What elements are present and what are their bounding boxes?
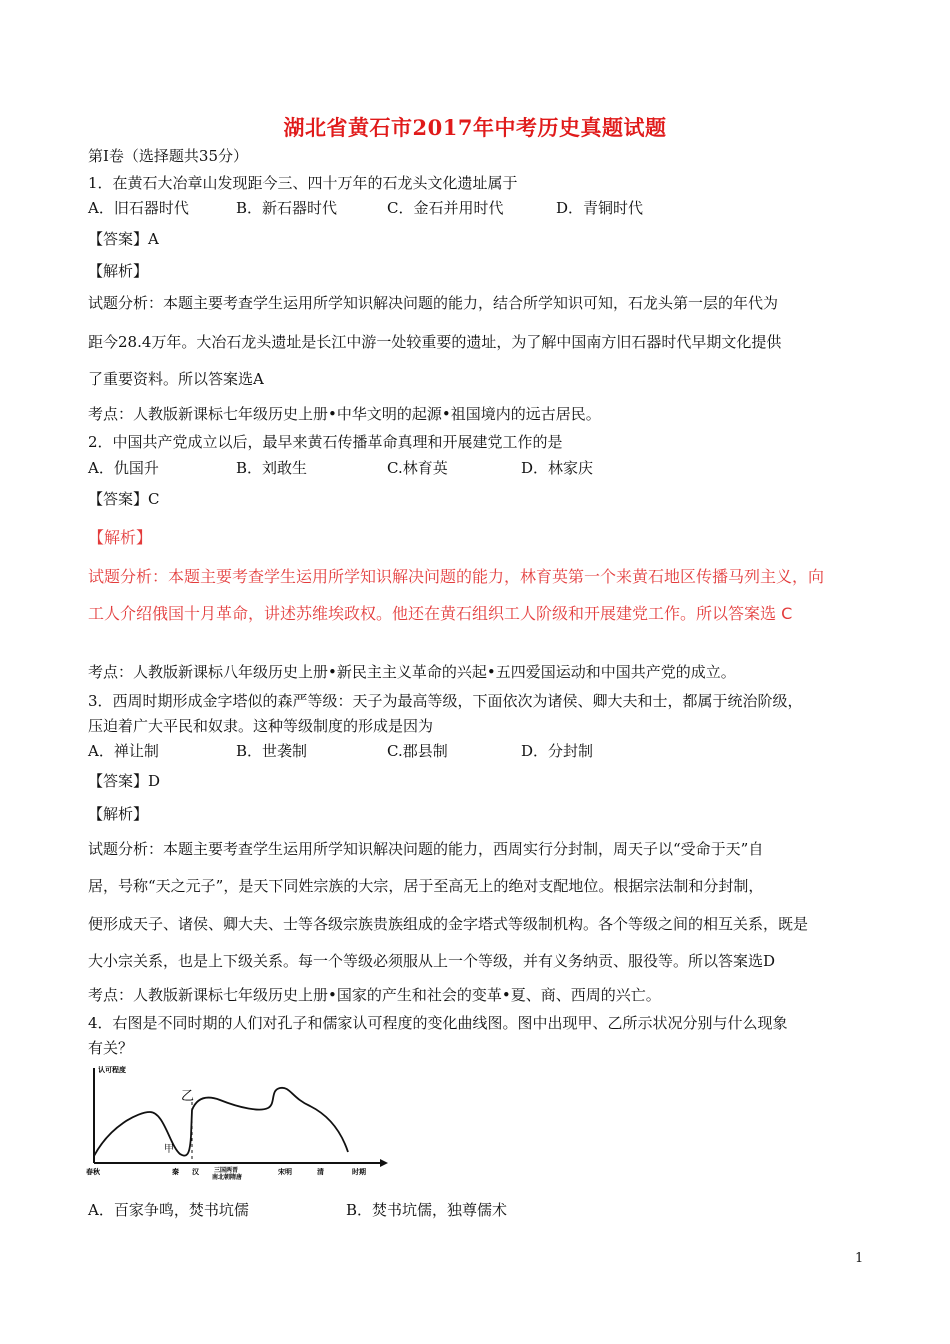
q1-option-a: A．旧石器时代 [88, 199, 189, 217]
q3-analysis-line: 大小宗关系，也是上下级关系。每一个等级必须服从上一个等级，并有义务纳贡、服役等。所以答案选D [88, 952, 776, 970]
q2-analysis-line: 工人介绍俄国十月革命，讲述苏维埃政权。他还在黄石组织工人阶级和开展建党工作。所以答案选 C [88, 604, 793, 623]
annotation-jia: 甲 [164, 1144, 174, 1155]
q3-option-b: B．世袭制 [236, 742, 308, 760]
q3-option-a: A．禅让制 [88, 742, 159, 760]
tick-label: 秦 [172, 1168, 179, 1176]
q3-stem-line: 压迫着广大平民和奴隶。这种等级制度的形成是因为 [88, 717, 434, 735]
q2-option-a: A．仇国升 [88, 459, 159, 477]
q2-option-b: B．刘敢生 [236, 459, 308, 477]
q3-analysis-line: 居，号称“天之元子”，是天下同姓宗族的大宗，居于至高无上的绝对支配地位。根据宗法制和分封制， [88, 877, 764, 895]
document-title: 湖北省黄石市2017年中考历史真题试题 [283, 115, 667, 140]
x-axis-arrow [380, 1159, 388, 1167]
q4-stem-line: 4．右图是不同时期的人们对孔子和儒家认可程度的变化曲线图。图中出现甲、乙所示状况分别与什么现象 [88, 1014, 788, 1032]
tick-label: 春秋 [86, 1168, 100, 1176]
q2-answer: 【答案】C [88, 490, 160, 508]
q3-analysis-line: 试题分析：本题主要考查学生运用所学知识解决问题的能力，西周实行分封制，周天子以“受命于天”自 [88, 840, 764, 858]
q1-option-d: D．青铜时代 [556, 199, 644, 217]
series-line [94, 1088, 348, 1156]
tick-label: 汉 [192, 1168, 199, 1176]
q1-analysis-head: 【解析】 [88, 262, 149, 280]
q2-option-c: C.林育英 [387, 459, 448, 477]
q1-analysis-line: 试题分析：本题主要考查学生运用所学知识解决问题的能力，结合所学知识可知，石龙头第一层的年代为 [88, 294, 779, 312]
tick-label: 三国两晋 [214, 1167, 239, 1174]
q2-point: 考点：人教版新课标八年级历史上册•新民主主义革命的兴起•五四爱国运动和中国共产党的成立。 [88, 663, 736, 681]
q3-analysis-head: 【解析】 [88, 805, 149, 823]
q4-stem-line: 有关？ [88, 1039, 134, 1057]
q2-option-d: D．林家庆 [521, 459, 594, 477]
q4-option-b: B．焚书坑儒，独尊儒术 [346, 1201, 508, 1219]
y-axis-label: 认可程度 [98, 1066, 126, 1074]
recognition-curve-chart [80, 1060, 400, 1180]
q2-analysis-head: 【解析】 [88, 528, 153, 547]
q3-option-d: D．分封制 [521, 742, 594, 760]
q4-option-a: A．百家争鸣，焚书坑儒 [88, 1201, 249, 1219]
q1-point: 考点：人教版新课标七年级历史上册•中华文明的起源•祖国境内的远古居民。 [88, 405, 601, 423]
q1-answer: 【答案】A [88, 230, 159, 248]
annotation-yi: 乙 [181, 1089, 195, 1104]
q1-stem: 1．在黄石大冶章山发现距今三、四十万年的石龙头文化遗址属于 [88, 174, 518, 192]
q3-answer: 【答案】D [88, 772, 161, 790]
q2-stem: 2．中国共产党成立以后，最早来黄石传播革命真理和开展建党工作的是 [88, 433, 563, 451]
q3-analysis-line: 便形成天子、诸侯、卿大夫、士等各级宗族贵族组成的金字塔式等级制机构。各个等级之间的相互关系，既是 [88, 915, 809, 933]
q3-point: 考点：人教版新课标七年级历史上册•国家的产生和社会的变革•夏、商、西周的兴亡。 [88, 986, 661, 1004]
tick-label: 宋明 [278, 1168, 292, 1176]
q2-analysis-line: 试题分析：本题主要考查学生运用所学知识解决问题的能力，林育英第一个来黄石地区传播马列主义，向 [88, 567, 825, 586]
section-heading: 第Ⅰ卷（选择题共35分） [88, 147, 249, 165]
tick-label: 南北朝隋唐 [212, 1174, 243, 1180]
q1-option-b: B．新石器时代 [236, 199, 338, 217]
q1-analysis-line: 距今28.4万年。大冶石龙头遗址是长江中游一处较重要的遗址，为了解中国南方旧石器时代早期文化提供 [88, 333, 782, 351]
x-axis-label: 时期 [352, 1168, 366, 1176]
q3-option-c: C.郡县制 [387, 742, 448, 760]
q1-analysis-line: 了重要资料。所以答案选A [88, 370, 264, 388]
q3-stem-line: 3．西周时期形成金字塔似的森严等级：天子为最高等级，下面依次为诸侯、卿大夫和士，都属于统治阶级， [88, 692, 803, 710]
q1-option-c: C．金石并用时代 [387, 199, 504, 217]
page-number: 1 [855, 1251, 864, 1266]
tick-label: 清 [317, 1168, 324, 1176]
